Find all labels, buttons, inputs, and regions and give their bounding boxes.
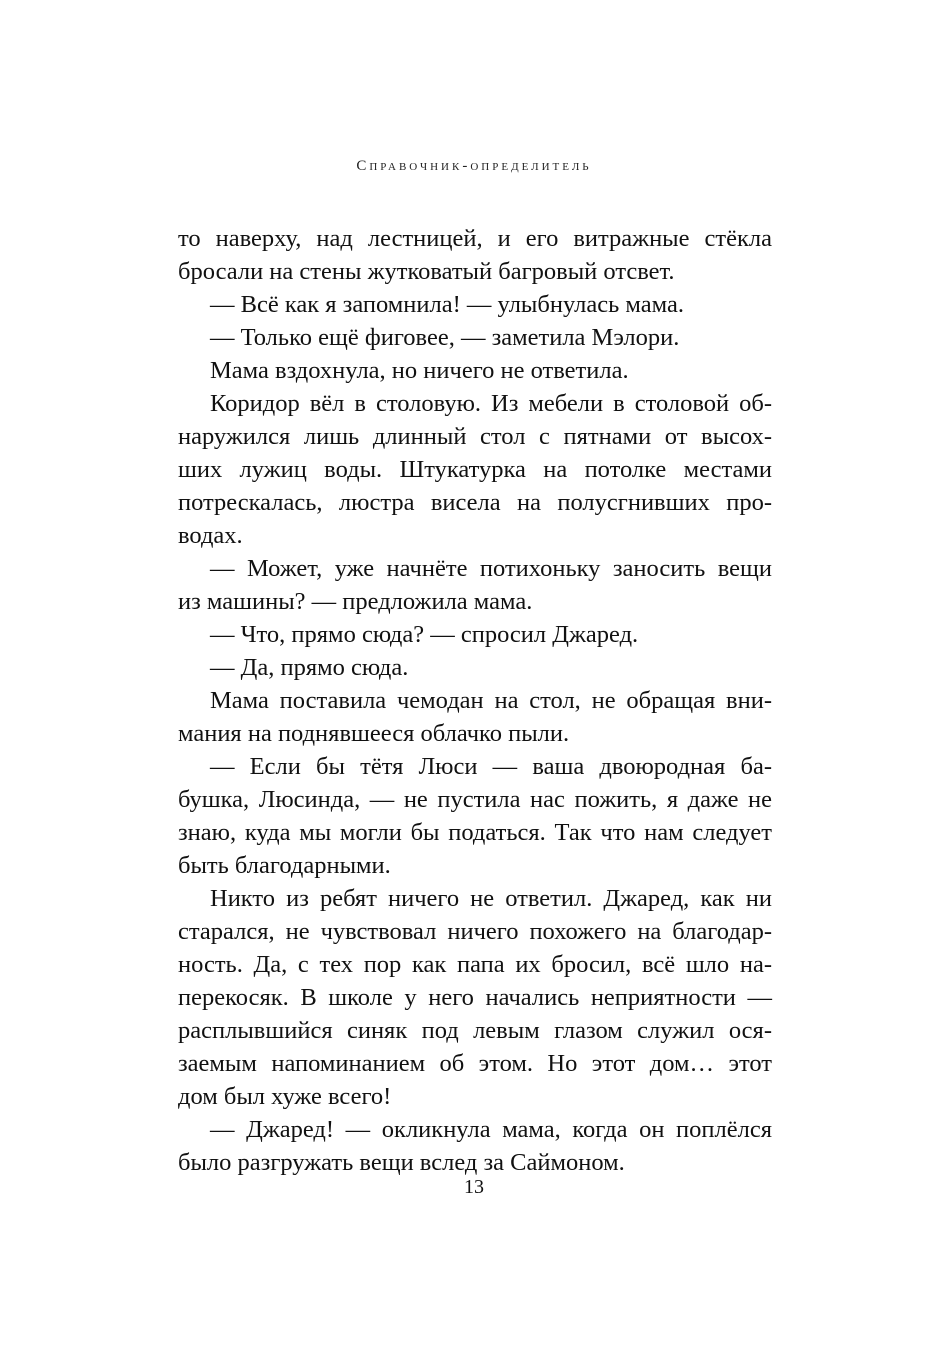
text-line: — Если бы тётя Люси — ваша двоюродная ба- (210, 753, 772, 780)
text-line: — Да, прямо сюда. (210, 654, 409, 681)
text-line: — Может, уже начнёте потихоньку заносить вещи (210, 555, 772, 582)
text-line: Мама поставила чемодан на стол, не обращая вни- (210, 687, 772, 714)
text-line: ших лужиц воды. Штукатурка на потолке местами (178, 456, 772, 483)
text-line: потрескалась, люстра висела на полусгнивших про- (178, 489, 772, 516)
text-line: расплывшийся синяк под левым глазом служил ося- (178, 1017, 772, 1044)
text-line: — Всё как я запомнила! — улыбнулась мама. (210, 291, 684, 318)
text-line: Мама вздохнула, но ничего не ответила. (210, 357, 629, 384)
text-line: — Только ещё фиговее, — заметила Мэлори. (210, 324, 680, 351)
text-line: — Джаред! — окликнула мама, когда он поплёлся (210, 1116, 772, 1143)
text-line: из машины? — предложила мама. (178, 588, 533, 615)
text-line: старался, не чувствовал ничего похожего на благодар- (178, 918, 772, 945)
text-line: было разгружать вещи вслед за Саймоном. (178, 1149, 625, 1176)
text-line: перекосяк. В школе у него начались неприятности — (178, 984, 772, 1011)
text-line: наружился лишь длинный стол с пятнами от высох- (178, 423, 772, 450)
text-line: — Что, прямо сюда? — спросил Джаред. (210, 621, 639, 648)
text-line: ность. Да, с тех пор как папа их бросил, всё шло на- (178, 951, 772, 978)
body-text (178, 222, 772, 1179)
text-line: водах. (178, 522, 243, 549)
text-line: дом был хуже всего! (178, 1083, 392, 1110)
text-line: то наверху, над лестницей, и его витражные стёкла (178, 225, 772, 252)
text-line: быть благодарными. (178, 852, 391, 879)
text-line: мания на поднявшееся облачко пыли. (178, 720, 570, 747)
text-line: знаю, куда мы могли бы податься. Так что нам следует (178, 819, 772, 846)
page-number: 13 (464, 1176, 484, 1198)
text-line: Никто из ребят ничего не ответил. Джаред, как ни (210, 885, 772, 912)
text-line: бушка, Люсинда, — не пустила нас пожить, я даже не (178, 786, 772, 813)
text-line: заемым напоминанием об этом. Но этот дом… этот (178, 1050, 772, 1077)
text-line: бросали на стены жутковатый багровый отсвет. (178, 258, 675, 285)
running-head: Справочник-определитель (356, 158, 592, 174)
text-line: Коридор вёл в столовую. Из мебели в столовой об- (210, 390, 772, 417)
